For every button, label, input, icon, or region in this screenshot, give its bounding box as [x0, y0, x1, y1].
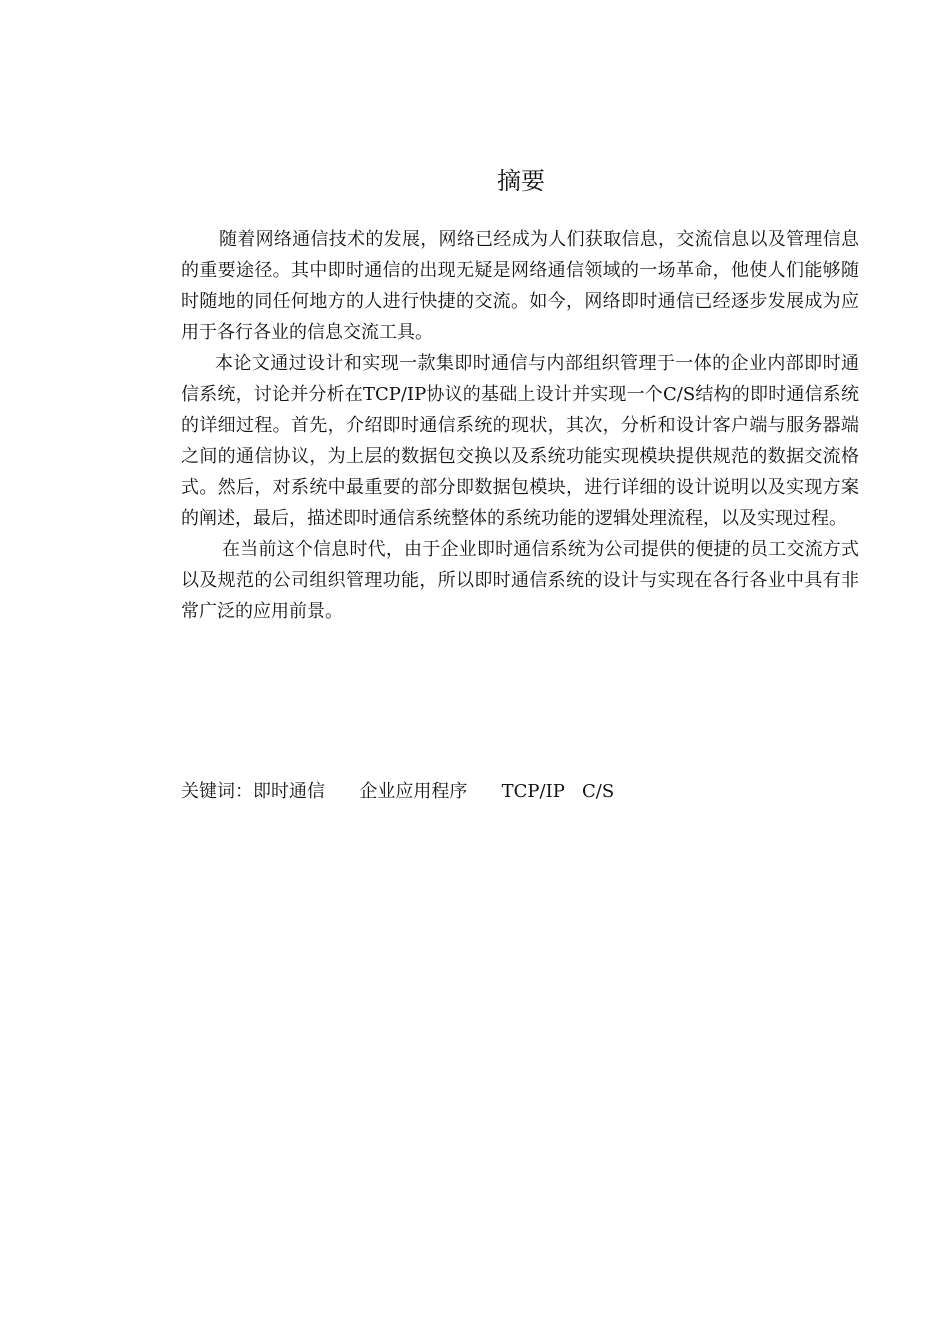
abstract-paragraph-3: 在当前这个信息时代，由于企业即时通信系统为公司提供的便捷的员工交流方式以及规范的公司组织管理功能，所以即时通信系统的设计与实现在各行各业中具有非常广泛的应用前景。: [181, 539, 859, 622]
keywords-line: 关键词：即时通信 企业应用程序 TCP/IP C/S: [181, 781, 615, 802]
abstract-paragraph-2: 本论文通过设计和实现一款集即时通信与内部组织管理于一体的企业内部即时通信系统，讨论并分析在TCP/IP协议的基础上设计并实现一个C/S结构的即时通信系统的详细过程。首先，介绍即时通信系统的现状，其次，分析和设计客户端与服务器端之间的通信协议，为上层的数据包交换以及系统功能实现模块提供规范的数据交流格式。然后，对系统中最重要的部分即数据包模块，进行详细的设计说明以及实现方案的阐述，最后，描述即时通信系统整体的系统功能的逻辑处理流程，以及实现过程。: [181, 353, 859, 529]
abstract-paragraph-1: 随着网络通信技术的发展，网络已经成为人们获取信息，交流信息以及管理信息的重要途径。其中即时通信的出现无疑是网络通信领域的一场革命，他使人们能够随时随地的同任何地方的人进行快捷的交流。如今，网络即时通信已经逐步发展成为应用于各行各业的信息交流工具。: [181, 229, 859, 343]
abstract-title: 摘要: [497, 167, 545, 195]
abstract-body: [181, 224, 859, 627]
